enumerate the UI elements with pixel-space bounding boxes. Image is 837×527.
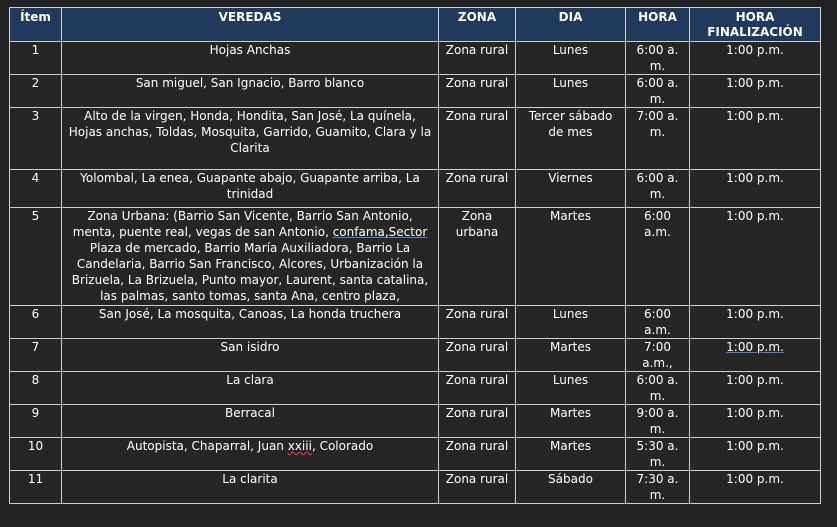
cell-hora: 6:00 a. m.	[626, 42, 690, 75]
cell-hora: 5:30 a. m.	[626, 438, 690, 471]
cell-item: 1	[10, 42, 62, 75]
cell-hora: 7:30 a. m.	[626, 471, 690, 504]
cell-fin: 1:00 p.m.	[690, 438, 821, 471]
cell-veredas: Berracal	[62, 405, 439, 438]
cell-fin: 1:00 p.m.	[690, 42, 821, 75]
cell-zona: Zona rural	[439, 306, 516, 339]
cell-veredas: San isidro	[62, 339, 439, 372]
cell-veredas: La clarita	[62, 471, 439, 504]
cell-fin: 1:00 p.m.	[690, 471, 821, 504]
table-row	[10, 108, 821, 170]
table-row	[10, 405, 821, 438]
cell-fin: 1:00 p.m.	[690, 208, 821, 306]
cell-zona: Zona rural	[439, 75, 516, 108]
table-row	[10, 438, 821, 471]
cell-veredas: La clara	[62, 372, 439, 405]
cell-item: 7	[10, 339, 62, 372]
cell-dia: Sábado	[516, 471, 626, 504]
cell-zona: Zona rural	[439, 438, 516, 471]
veredas-text: Autopista, Chaparral, Juan	[126, 439, 288, 453]
cell-dia: Martes	[516, 339, 626, 372]
cell-item: 6	[10, 306, 62, 339]
cell-dia: Martes	[516, 405, 626, 438]
spellcheck-word: xxiii	[287, 439, 312, 453]
table-row	[10, 306, 821, 339]
cell-dia: Martes	[516, 208, 626, 306]
cell-fin: 1:00 p.m.	[690, 306, 821, 339]
cell-item: 4	[10, 170, 62, 208]
cell-item: 5	[10, 208, 62, 306]
cell-zona: Zona rural	[439, 405, 516, 438]
veredas-text: Plaza de mercado, Barrio María Auxiliadora, Barrio La Candelaria, Barrio San Francisco, Alcores, Urbanización la Brizuela, La Brizuela, Punto mayor, Laurent, santa catalina, las palmas, santo tomas, santa Ana, centro plaza,	[71, 241, 429, 303]
cell-dia: Viernes	[516, 170, 626, 208]
cell-veredas: Hojas Anchas	[62, 42, 439, 75]
table-row	[10, 339, 821, 372]
table-row	[10, 42, 821, 75]
cell-item: 11	[10, 471, 62, 504]
cell-hora: 6:00 a. m.	[626, 75, 690, 108]
cell-item: 2	[10, 75, 62, 108]
table-row	[10, 170, 821, 208]
schedule-table	[9, 7, 821, 504]
table-row	[10, 75, 821, 108]
cell-item: 3	[10, 108, 62, 170]
cell-hora: 7:00 a.m.,	[626, 339, 690, 372]
cell-dia: Lunes	[516, 306, 626, 339]
cell-veredas	[62, 208, 439, 306]
fin-text: 1:00 p.m.	[726, 340, 784, 354]
spellcheck-word: confama,Sector	[332, 225, 428, 239]
cell-hora: 6:00 a. m.	[626, 372, 690, 405]
cell-zona: Zona rural	[439, 339, 516, 372]
header-hora-finalizacion: HORA FINALIZACIÓN	[690, 8, 821, 42]
cell-veredas: Alto de la virgen, Honda, Hondita, San José, La quínela, Hojas anchas, Toldas, Mosquita, Garrido, Guamito, Clara y la Clarita	[62, 108, 439, 170]
cell-hora: 7:00 a. m.	[626, 108, 690, 170]
cell-fin	[690, 339, 821, 372]
veredas-text: , Colorado	[311, 439, 374, 453]
cell-zona: Zona rural	[439, 471, 516, 504]
cell-dia: Lunes	[516, 42, 626, 75]
cell-zona: Zona rural	[439, 372, 516, 405]
cell-fin: 1:00 p.m.	[690, 108, 821, 170]
cell-item: 10	[10, 438, 62, 471]
cell-dia: Lunes	[516, 75, 626, 108]
cell-fin: 1:00 p.m.	[690, 405, 821, 438]
header-dia: DIA	[516, 8, 626, 42]
cell-fin: 1:00 p.m.	[690, 170, 821, 208]
cell-zona: Zona rural	[439, 108, 516, 170]
header-item: Ítem	[10, 8, 62, 42]
cell-dia: Martes	[516, 438, 626, 471]
cell-dia: Lunes	[516, 372, 626, 405]
table-row	[10, 372, 821, 405]
header-hora: HORA	[626, 8, 690, 42]
cell-veredas: Yolombal, La enea, Guapante abajo, Guapante arriba, La trinidad	[62, 170, 439, 208]
cell-hora: 6:00 a. m.	[626, 170, 690, 208]
cell-hora: 6:00 a.m.	[626, 208, 690, 306]
cell-veredas: San José, La mosquita, Canoas, La honda truchera	[62, 306, 439, 339]
table-row	[10, 471, 821, 504]
header-veredas: VEREDAS	[62, 8, 439, 42]
cell-hora: 9:00 a. m.	[626, 405, 690, 438]
table-row	[10, 208, 821, 306]
header-zona: ZONA	[439, 8, 516, 42]
cell-veredas	[62, 438, 439, 471]
cell-dia: Tercer sábado de mes	[516, 108, 626, 170]
cell-hora: 6:00 a.m.	[626, 306, 690, 339]
cell-zona: Zona rural	[439, 42, 516, 75]
veredas-text: Zona Urbana: (Barrio San Vicente, Barrio San Antonio, menta, puente real, vegas de san Antonio,	[72, 209, 413, 239]
cell-item: 9	[10, 405, 62, 438]
cell-zona: Zona urbana	[439, 208, 516, 306]
cell-item: 8	[10, 372, 62, 405]
cell-zona: Zona rural	[439, 170, 516, 208]
cell-veredas: San miguel, San Ignacio, Barro blanco	[62, 75, 439, 108]
cell-fin: 1:00 p.m.	[690, 372, 821, 405]
header-row	[10, 8, 821, 42]
cell-fin: 1:00 p.m.	[690, 75, 821, 108]
